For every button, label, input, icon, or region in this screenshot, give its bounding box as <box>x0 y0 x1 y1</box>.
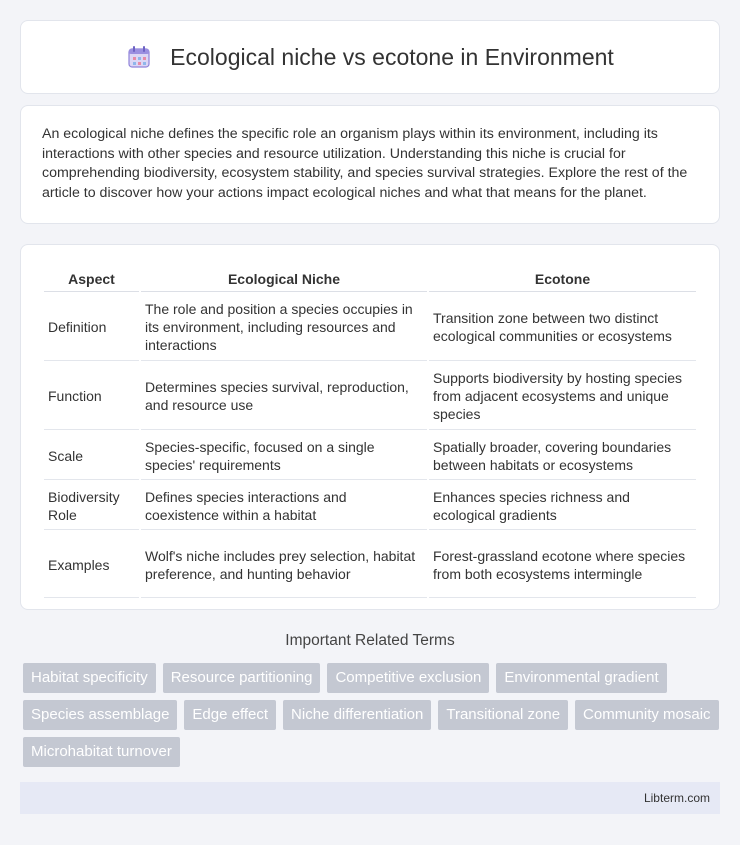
table-cell: Examples <box>44 532 139 598</box>
table-cell: Forest-grassland ecotone where species from both ecosystems intermingle <box>429 532 696 598</box>
table-row <box>44 294 696 361</box>
column-header-niche: Ecological Niche <box>141 267 427 292</box>
calendar-icon <box>126 44 152 70</box>
related-terms-list <box>23 663 723 767</box>
related-term-tag[interactable]: Community mosaic <box>575 700 719 730</box>
related-term-tag[interactable]: Edge effect <box>184 700 276 730</box>
column-header-ecotone: Ecotone <box>429 267 696 292</box>
table-cell: Spatially broader, covering boundaries between habitats or ecosystems <box>429 432 696 480</box>
related-term-tag[interactable]: Species assemblage <box>23 700 177 730</box>
table-cell: Scale <box>44 432 139 480</box>
column-header-aspect: Aspect <box>44 267 139 292</box>
table-cell: Definition <box>44 294 139 361</box>
related-term-tag[interactable]: Microhabitat turnover <box>23 737 180 767</box>
table-row <box>44 532 696 598</box>
related-term-tag[interactable]: Niche differentiation <box>283 700 431 730</box>
table-cell: Wolf's niche includes prey selection, habitat preference, and hunting behavior <box>141 532 427 598</box>
related-term-tag[interactable]: Competitive exclusion <box>327 663 489 693</box>
related-terms-title: Important Related Terms <box>285 632 455 649</box>
table-header-row <box>44 267 696 292</box>
page-title: Ecological niche vs ecotone in Environment <box>170 43 614 70</box>
footer-site-link[interactable]: Libterm.com <box>643 791 710 805</box>
related-term-tag[interactable]: Environmental gradient <box>496 663 666 693</box>
table-cell: The role and position a species occupies in its environment, including resources and interactions <box>141 294 427 361</box>
table-cell: Biodiversity Role <box>44 482 139 530</box>
footer <box>20 782 720 814</box>
table-cell: Species-specific, focused on a single species' requirements <box>141 432 427 480</box>
table-cell: Defines species interactions and coexistence within a habitat <box>141 482 427 530</box>
related-term-tag[interactable]: Transitional zone <box>438 700 568 730</box>
table-row <box>44 482 696 530</box>
intro-card <box>20 105 720 224</box>
intro-paragraph: An ecological niche defines the specific role an organism plays within its environment, including its interactions with other species and resource utilization. Understanding this niche is crucial for comprehending biodiversity, ecosystem stability, and species survival strategies. Explore the rest of the article to discover how your actions impact ecological niches and what that means for the planet. <box>42 126 688 201</box>
table-row <box>44 363 696 430</box>
header-card <box>20 20 720 94</box>
related-term-tag[interactable]: Resource partitioning <box>163 663 321 693</box>
related-term-tag[interactable]: Habitat specificity <box>23 663 156 693</box>
table-cell: Determines species survival, reproduction, and resource use <box>141 363 427 430</box>
table-row <box>44 432 696 480</box>
comparison-table <box>42 265 698 600</box>
title-wrap <box>126 44 614 71</box>
table-cell: Enhances species richness and ecological gradients <box>429 482 696 530</box>
table-cell: Supports biodiversity by hosting species from adjacent ecosystems and unique species <box>429 363 696 430</box>
table-cell: Transition zone between two distinct ecological communities or ecosystems <box>429 294 696 361</box>
table-cell: Function <box>44 363 139 430</box>
comparison-card <box>20 244 720 610</box>
